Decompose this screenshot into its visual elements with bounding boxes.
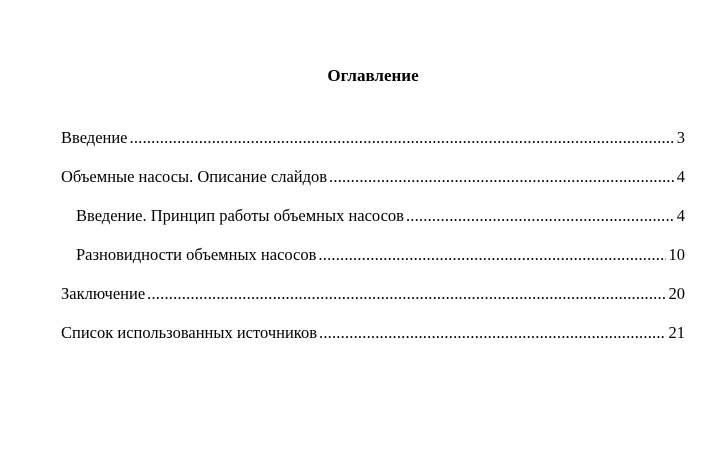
toc-entry-label: Заключение [61,284,146,303]
toc-dot-leader [318,243,665,267]
toc-entry-label: Разновидности объемных насосов [76,245,317,264]
toc-entry-label: Список использованных источников [61,323,317,342]
toc-page-number: 21 [668,323,685,342]
toc-page-number: 3 [676,128,685,147]
toc-entry[interactable] [61,165,685,204]
toc-page-number: 4 [676,167,685,186]
toc-page-number: 10 [668,245,685,264]
toc-page-number: 4 [676,206,685,225]
toc-dot-leader [406,204,674,228]
toc-entry[interactable] [61,321,685,360]
toc-entry[interactable] [61,126,685,165]
toc-dot-leader [329,165,674,189]
toc-entry-label: Введение. Принцип работы объемных насосов [76,206,404,225]
toc-dot-leader [319,321,666,345]
toc-entry[interactable] [61,282,685,321]
toc-dot-leader [147,282,665,306]
table-of-contents [61,126,685,360]
toc-entry-label: Объемные насосы. Описание слайдов [61,167,328,186]
toc-page-number: 20 [668,284,685,303]
toc-subentry[interactable] [61,204,685,243]
toc-dot-leader [130,126,674,150]
toc-entry-label: Введение [61,128,128,147]
toc-title: Оглавление [327,66,419,85]
toc-subentry[interactable] [61,243,685,282]
